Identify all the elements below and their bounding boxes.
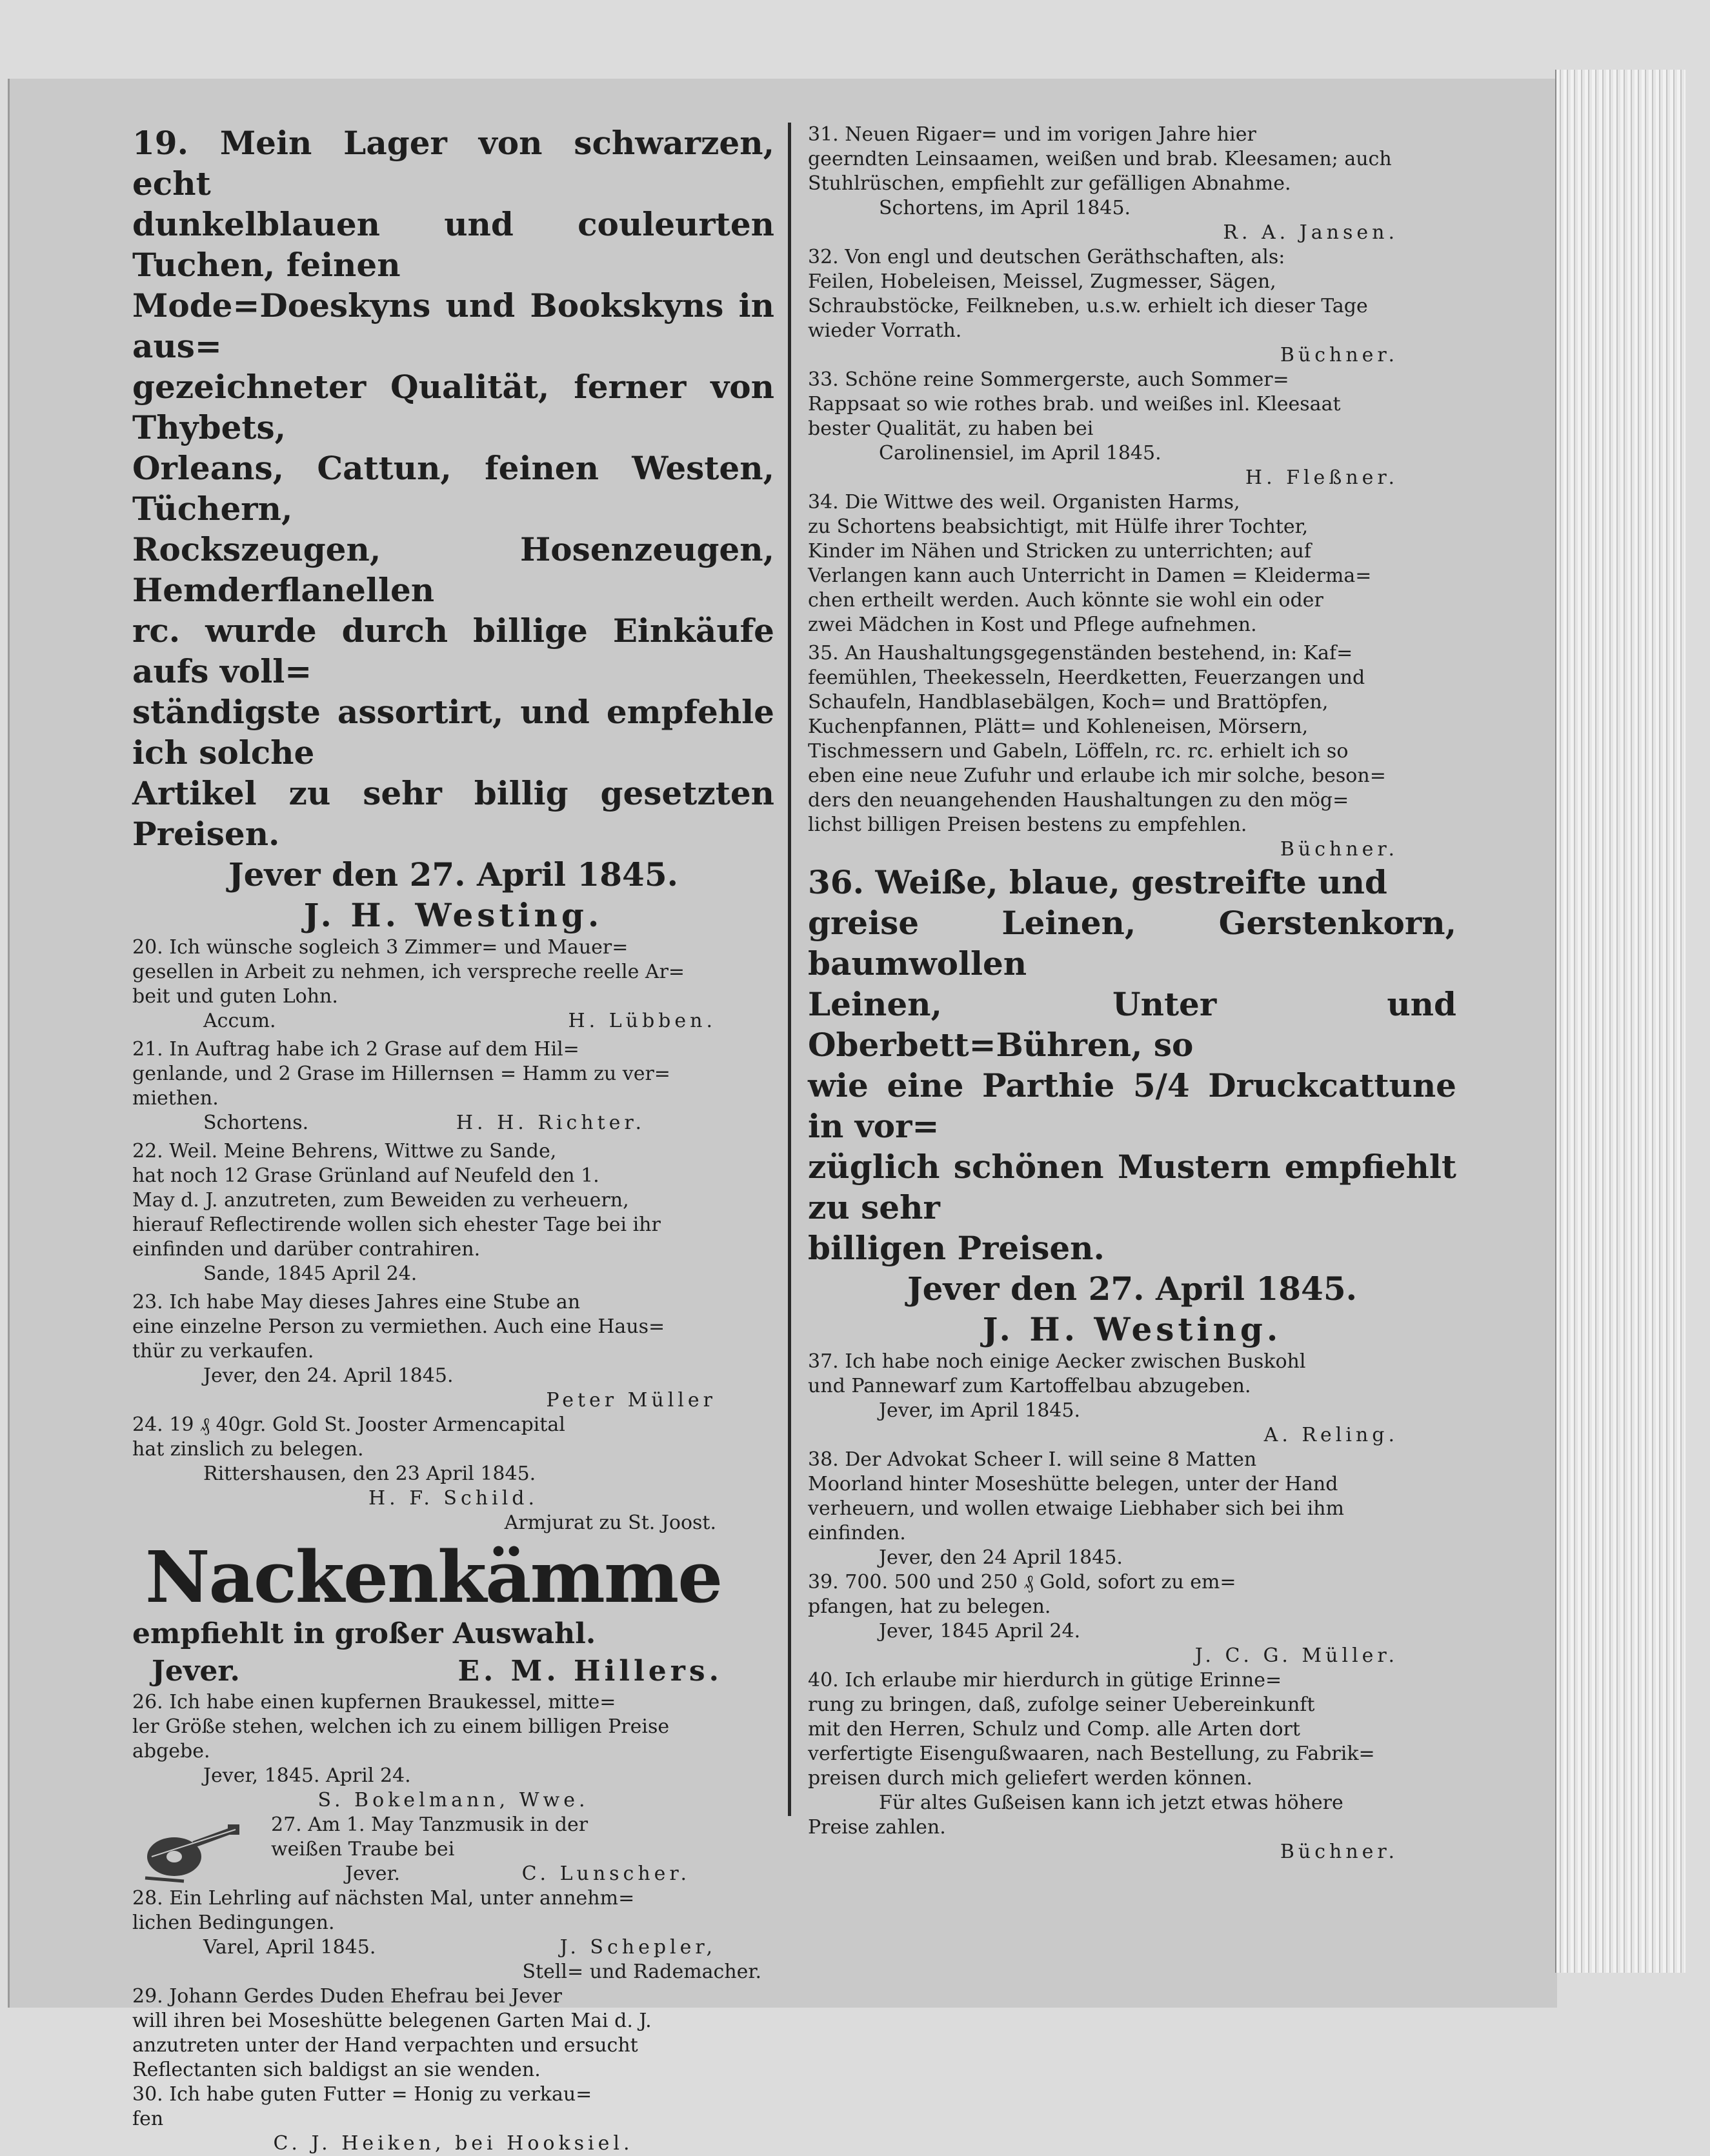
notice-line: 39. 700. 500 und 250 ₰ Gold, sofort zu em= — [808, 1571, 1236, 1593]
notice-line: geerndten Leinsaamen, weißen und brab. Kleesamen; auch — [808, 148, 1392, 170]
notice-line: 38. Der Advokat Scheer I. will seine 8 Matten — [808, 1448, 1257, 1471]
notice-line: feemühlen, Theekesseln, Heerdketten, Feuerzangen und — [808, 666, 1365, 689]
notice-line: mit den Herren, Schulz und Comp. alle Arten dort — [808, 1718, 1300, 1741]
notice-39 — [808, 1570, 1456, 1668]
notice-line: empfiehlt in großer Auswahl. — [132, 1617, 596, 1650]
notice-line: will ihren bei Moseshütte belegenen Garten Mai d. J. — [132, 2010, 652, 2032]
notice-signature: J. H. Westing. — [982, 1310, 1282, 1348]
notice-signature: J. H. Westing. — [303, 896, 603, 934]
notice-line: eben eine neue Zufuhr und erlaube ich mir solche, beson= — [808, 764, 1386, 787]
notice-line: wieder Vorrath. — [808, 319, 962, 342]
notice-signature: Peter Müller — [546, 1389, 716, 1412]
notice-34 — [808, 490, 1456, 637]
notice-signature: R. A. Jansen. — [1223, 221, 1398, 244]
notice-place: Accum. — [203, 1010, 276, 1032]
notice-line: billigen Preisen. — [808, 1229, 1105, 1267]
notice-line: ler Größe stehen, welchen ich zu einem billigen Preise — [132, 1715, 670, 1738]
notice-place-date: Jever den 27. April 1845. — [228, 855, 679, 893]
notice-line: 32. Von engl und deutschen Geräthschaften, als: — [808, 246, 1285, 268]
notice-35 — [808, 641, 1456, 862]
notice-line: Orleans, Cattun, feinen Westen, Tüchern, — [132, 449, 774, 528]
right-column — [808, 123, 1456, 1864]
notice-date: Jever, den 24. April 1845. — [203, 1364, 454, 1387]
notice-33 — [808, 368, 1456, 490]
notice-line: Mode=Doeskyns und Bookskyns in aus= — [132, 286, 774, 365]
notice-line: zwei Mädchen in Kost und Pflege aufnehmen. — [808, 614, 1257, 636]
notice-23 — [132, 1290, 774, 1413]
notice-29 — [132, 1984, 774, 2082]
notice-date: Jever, 1845. April 24. — [203, 1764, 411, 1787]
notice-line: verheuern, und wollen etwaige Liebhaber sich bei ihm — [808, 1497, 1344, 1520]
notice-line: greise Leinen, Gerstenkorn, baumwollen — [808, 904, 1456, 983]
notice-role: Armjurat zu St. Joost. — [504, 1512, 716, 1534]
notice-line: gezeichneter Qualität, ferner von Thybets, — [132, 368, 774, 446]
notice-26 — [132, 1690, 774, 1813]
notice-signature: J. Schepler, — [559, 1936, 716, 1959]
notice-line: abgebe. — [132, 1740, 210, 1762]
notice-40 — [808, 1668, 1456, 1864]
notice-line: Tischmessern und Gabeln, Löffeln, rc. rc. erhielt ich so — [808, 740, 1349, 763]
notice-line: zu Schortens beabsichtigt, mit Hülfe ihrer Tochter, — [808, 515, 1309, 538]
notice-line: Verlangen kann auch Unterricht in Damen = Kleiderma= — [808, 564, 1372, 587]
notice-line: 21. In Auftrag habe ich 2 Grase auf dem Hil= — [132, 1038, 579, 1061]
notice-place: Jever. — [345, 1862, 401, 1885]
notice-line: 27. Am 1. May Tanzmusik in der — [271, 1813, 588, 1836]
notice-line: gesellen in Arbeit zu nehmen, ich verspreche reelle Ar= — [132, 961, 685, 983]
notice-date: Jever, den 24 April 1845. — [879, 1546, 1123, 1569]
notice-line: 22. Weil. Meine Behrens, Wittwe zu Sande, — [132, 1140, 557, 1163]
notice-signature: J. C. G. Müller. — [1194, 1644, 1398, 1667]
notice-line: lichen Bedingungen. — [132, 1911, 335, 1934]
display-headline: Nackenkämme — [145, 1535, 722, 1619]
notice-20 — [132, 935, 774, 1033]
notice-line: züglich schönen Mustern empfiehlt zu sehr — [808, 1148, 1456, 1226]
notice-line: 40. Ich erlaube mir hierdurch in gütige Erinne= — [808, 1669, 1282, 1692]
notice-line: Moorland hinter Moseshütte belegen, unter der Hand — [808, 1473, 1338, 1495]
notice-date: Jever, 1845 April 24. — [879, 1620, 1081, 1642]
notice-line: fen — [132, 2108, 164, 2130]
notice-signature: A. Reling. — [1263, 1424, 1398, 1446]
notice-28 — [132, 1886, 774, 1984]
notice-31 — [808, 123, 1456, 245]
notice-line: 20. Ich wünsche sogleich 3 Zimmer= und Mauer= — [132, 936, 629, 959]
notice-signature: Büchner. — [1280, 1841, 1398, 1863]
column-rule — [788, 123, 791, 1816]
notice-line: preisen durch mich geliefert werden können. — [808, 1767, 1252, 1790]
notice-place: Varel, April 1845. — [203, 1936, 376, 1959]
notice-line: 28. Ein Lehrling auf nächsten Mal, unter annehm= — [132, 1887, 635, 1910]
notice-line: Leinen, Unter und Oberbett=Bühren, so — [808, 985, 1456, 1064]
notice-line: Rappsaat so wie rothes brab. und weißes inl. Kleesaat — [808, 393, 1341, 415]
left-column — [132, 123, 774, 2156]
notice-line: rc. wurde durch billige Einkäufe aufs voll= — [132, 612, 774, 690]
notice-line: hat zinslich zu belegen. — [132, 1438, 364, 1461]
notice-line: Für altes Gußeisen kann ich jetzt etwas höhere — [879, 1792, 1343, 1814]
notice-22 — [132, 1139, 774, 1286]
notice-signature: E. M. Hillers. — [458, 1655, 723, 1688]
notice-line: Feilen, Hobeleisen, Meissel, Zugmesser, Sägen, — [808, 270, 1276, 293]
notice-line: ständigste assortirt, und empfehle ich solche — [132, 693, 774, 772]
notice-place-date: Jever den 27. April 1845. — [907, 1270, 1358, 1308]
notice-line: 36. Weiße, blaue, gestreifte und — [808, 863, 1387, 901]
guitar-icon — [139, 1810, 242, 1888]
notice-line: bester Qualität, zu haben bei — [808, 417, 1094, 440]
notice-date: Carolinensiel, im April 1845. — [879, 442, 1162, 464]
notice-date: Rittershausen, den 23 April 1845. — [203, 1462, 536, 1485]
notice-line: 19. Mein Lager von schwarzen, echt — [132, 124, 774, 203]
notice-date: Sande, 1845 April 24. — [203, 1263, 417, 1285]
notice-line: 37. Ich habe noch einige Aecker zwischen Buskohl — [808, 1350, 1306, 1373]
notice-signature: H. Fleßner. — [1245, 466, 1398, 489]
notice-37 — [808, 1350, 1456, 1448]
notice-line: Schaufeln, Handblasebälgen, Koch= und Brattöpfen, — [808, 691, 1329, 714]
notice-line: eine einzelne Person zu vermiethen. Auch eine Haus= — [132, 1315, 665, 1338]
notice-signature: C. J. Heiken, bei Hooksiel. — [273, 2132, 634, 2155]
notice-line: einfinden. — [808, 1522, 906, 1544]
notice-line: 26. Ich habe einen kupfernen Braukessel, mitte= — [132, 1691, 616, 1713]
notice-line: 33. Schöne reine Sommergerste, auch Sommer= — [808, 368, 1289, 391]
notice-place: Schortens. — [203, 1112, 309, 1134]
notice-line: 24. 19 ₰ 40gr. Gold St. Jooster Armencapital — [132, 1413, 565, 1436]
notice-25 — [132, 1535, 774, 1690]
notice-line: May d. J. anzutreten, zum Beweiden zu verheuern, — [132, 1189, 629, 1212]
notice-line: Reflectanten sich baldigst an sie wenden. — [132, 2059, 541, 2081]
notice-line: Kinder im Nähen und Stricken zu unterrichten; auf — [808, 540, 1311, 563]
notice-line: lichst billigen Preisen bestens zu empfehlen. — [808, 813, 1247, 836]
page-edges — [1555, 70, 1685, 1973]
notice-line: genlande, und 2 Grase im Hillernsen = Hamm zu ver= — [132, 1063, 670, 1085]
notice-line: 29. Johann Gerdes Duden Ehefrau bei Jever — [132, 1985, 562, 2008]
notice-date: Jever, im April 1845. — [879, 1399, 1080, 1422]
notice-line: anzutreten unter der Hand verpachten und ersucht — [132, 2034, 638, 2057]
notice-place: Jever. — [152, 1655, 240, 1688]
notice-line: wie eine Parthie 5/4 Druckcattune in vor= — [808, 1066, 1456, 1145]
notice-line: hat noch 12 Grase Grünland auf Neufeld den 1. — [132, 1164, 599, 1187]
notice-line: Schraubstöcke, Feilkneben, u.s.w. erhielt ich dieser Tage — [808, 295, 1368, 317]
notice-line: Rockszeugen, Hosenzeugen, Hemderflanellen — [132, 530, 774, 609]
notice-30 — [132, 2082, 774, 2156]
notice-line: thür zu verkaufen. — [132, 1340, 314, 1362]
notice-line: einfinden und darüber contrahiren. — [132, 1238, 481, 1261]
notice-line: Stuhlrüschen, empfiehlt zur gefälligen Abnahme. — [808, 172, 1291, 195]
notice-line: Artikel zu sehr billig gesetzten Preisen. — [132, 774, 774, 853]
notice-line: pfangen, hat zu belegen. — [808, 1595, 1051, 1618]
notice-line: verfertigte Eisengußwaaren, nach Bestellung, zu Fabrik= — [808, 1742, 1375, 1765]
notice-36 — [808, 862, 1456, 1350]
notice-line: Kuchenpfannen, Plätt= und Kohleneisen, Mörsern, — [808, 715, 1309, 738]
notice-line: weißen Traube bei — [271, 1838, 455, 1861]
notice-line: rung zu bringen, daß, zufolge seiner Uebereinkunft — [808, 1693, 1315, 1716]
notice-signature: Büchner. — [1280, 838, 1398, 861]
notice-line: miethen. — [132, 1087, 219, 1110]
notice-line: 30. Ich habe guten Futter = Honig zu verkau= — [132, 2083, 592, 2106]
notice-signature: S. Bokelmann, Wwe. — [317, 1789, 589, 1812]
notice-21 — [132, 1037, 774, 1135]
notice-role: Stell= und Rademacher. — [522, 1961, 761, 1983]
notice-signature: Büchner. — [1280, 344, 1398, 366]
notice-line: dunkelblauen und couleurten Tuchen, feinen — [132, 205, 774, 284]
notice-line: ders den neuangehenden Haushaltungen zu den mög= — [808, 789, 1349, 812]
notice-date: Schortens, im April 1845. — [879, 197, 1131, 219]
notice-signature: H. F. Schild. — [368, 1487, 539, 1510]
notice-line: beit und guten Lohn. — [132, 985, 338, 1008]
notice-signature: H. Lübben. — [568, 1010, 716, 1032]
notice-38 — [808, 1448, 1456, 1570]
notice-signature: C. Lunscher. — [521, 1862, 690, 1885]
notice-line: hierauf Reflectirende wollen sich ehester Tage bei ihr — [132, 1213, 661, 1236]
notice-line: 31. Neuen Rigaer= und im vorigen Jahre hier — [808, 123, 1256, 146]
notice-line: Preise zahlen. — [808, 1816, 946, 1839]
notice-line: chen ertheilt werden. Auch könnte sie wohl ein oder — [808, 589, 1323, 612]
notice-line: und Pannewarf zum Kartoffelbau abzugeben. — [808, 1375, 1251, 1397]
notice-line: 35. An Haushaltungsgegenständen bestehend, in: Kaf= — [808, 642, 1353, 664]
notice-32 — [808, 245, 1456, 368]
notice-19 — [132, 123, 774, 935]
notice-24 — [132, 1413, 774, 1535]
notice-signature: H. H. Richter. — [456, 1112, 645, 1134]
notice-line: 23. Ich habe May dieses Jahres eine Stube an — [132, 1291, 581, 1313]
notice-27 — [132, 1813, 774, 1886]
notice-line: 34. Die Wittwe des weil. Organisten Harms, — [808, 491, 1240, 514]
